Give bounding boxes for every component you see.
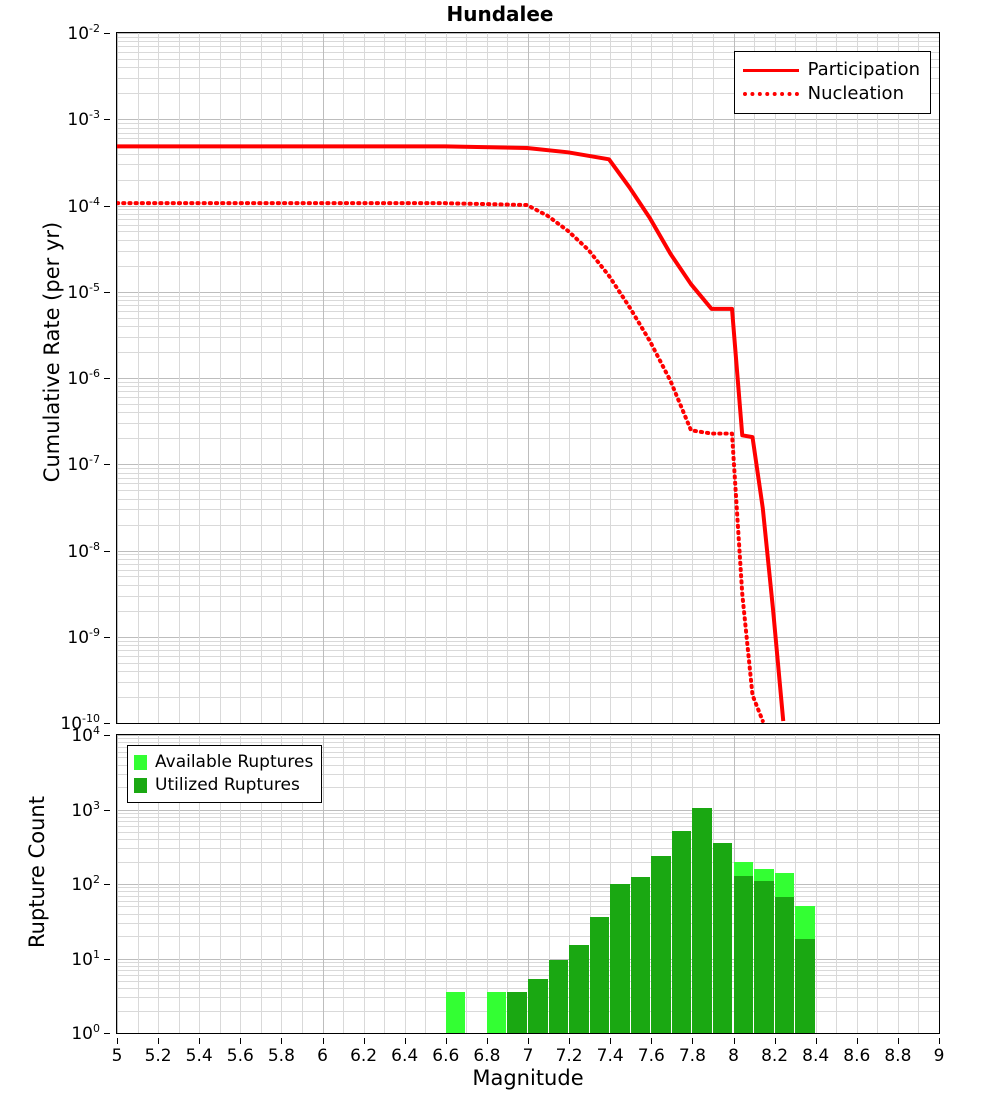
gridline: [939, 735, 940, 1033]
bar-utilized-ruptures: [528, 979, 548, 1033]
page-title: Hundalee: [446, 2, 554, 26]
bar-utilized-ruptures: [795, 939, 815, 1033]
tick-mark: [104, 1033, 110, 1034]
tick-mark: [405, 1038, 406, 1044]
tick-mark: [857, 1038, 858, 1044]
legend-item-available-ruptures: [134, 751, 313, 774]
y-tick-label: $10^4$: [71, 724, 100, 746]
x-axis-ticks: [111, 1038, 945, 1066]
tick-mark: [104, 735, 110, 736]
tick-mark: [816, 1038, 817, 1044]
legend-item-utilized-ruptures: [134, 774, 313, 797]
y-tick-label: $10^{-3}$: [67, 108, 100, 131]
y-tick-label: $10^{-9}$: [67, 625, 100, 648]
gridline: [117, 1033, 939, 1034]
tick-mark: [446, 1038, 447, 1044]
x-tick-label: 5: [111, 1046, 123, 1066]
x-axis-label: Magnitude: [472, 1066, 584, 1090]
x-tick-label: 7.4: [596, 1046, 624, 1066]
x-tick-label: 7.6: [637, 1046, 665, 1066]
tick-mark: [104, 810, 110, 811]
bar-utilized-ruptures: [610, 884, 630, 1033]
bar-utilized-ruptures: [713, 843, 733, 1033]
tick-mark: [281, 1038, 282, 1044]
tick-mark: [104, 637, 110, 638]
y-axis-label-top: Cumulative Rate (per yr): [40, 221, 64, 483]
y-tick-label: $10^{-2}$: [67, 22, 100, 44]
tick-mark: [939, 1038, 940, 1044]
y-tick-label: $10^2$: [71, 873, 100, 895]
x-tick-label: 5.8: [267, 1046, 295, 1066]
legend-bottom: [127, 745, 322, 803]
x-tick-label: 8: [728, 1046, 739, 1066]
tick-mark: [104, 959, 110, 960]
x-tick-label: 8.6: [843, 1046, 871, 1066]
tick-mark: [775, 1038, 776, 1044]
y-tick-label: $10^{-5}$: [67, 280, 100, 303]
y-tick-label: $10^{-8}$: [67, 539, 100, 562]
tick-mark: [610, 1038, 611, 1044]
y-tick-label: $10^3$: [71, 798, 100, 821]
tick-mark: [104, 206, 110, 207]
curve-participation: [117, 146, 783, 721]
x-tick-label: 7.2: [555, 1046, 583, 1066]
tick-mark: [158, 1038, 159, 1044]
tick-mark: [898, 1038, 899, 1044]
tick-mark: [104, 464, 110, 465]
y-tick-label: $10^1$: [71, 947, 100, 970]
y-tick-label: $10^{-10}$: [60, 712, 100, 734]
tick-mark: [104, 292, 110, 293]
legend-label-nucleation: Nucleation: [807, 83, 904, 105]
bar-utilized-ruptures: [569, 945, 589, 1033]
tick-mark: [104, 723, 110, 724]
x-tick-label: 5.2: [144, 1046, 172, 1066]
x-tick-label: 7: [522, 1046, 534, 1066]
participation-line-swatch: [743, 69, 799, 72]
utilized-ruptures-swatch: [134, 778, 147, 793]
cumulative-rate-chart: [116, 32, 940, 724]
tick-mark: [240, 1038, 241, 1044]
x-tick-label: 8.8: [884, 1046, 912, 1066]
tick-mark: [734, 1038, 735, 1044]
gridline: [939, 33, 940, 723]
tick-mark: [528, 1038, 529, 1044]
nucleation-line-swatch: [743, 92, 799, 96]
y-tick-label: $10^{-7}$: [67, 453, 100, 476]
bar-utilized-ruptures: [775, 897, 795, 1033]
legend-item-participation: [743, 58, 920, 82]
legend-label-participation: Participation: [807, 59, 920, 80]
x-tick-label: 6.2: [350, 1046, 378, 1066]
tick-mark: [487, 1038, 488, 1044]
tick-mark: [104, 551, 110, 552]
bar-available-ruptures: [446, 992, 466, 1033]
legend-label-utilized-ruptures: Utilized Ruptures: [155, 774, 300, 795]
legend-label-available-ruptures: Available Ruptures: [155, 752, 314, 772]
tick-mark: [104, 119, 110, 120]
x-tick-label: 6.4: [391, 1046, 419, 1066]
bar-utilized-ruptures: [507, 992, 527, 1033]
tick-mark: [692, 1038, 693, 1044]
tick-mark: [199, 1038, 200, 1044]
y-tick-label: $10^{-4}$: [67, 194, 100, 217]
bar-available-ruptures: [487, 992, 507, 1033]
tick-mark: [364, 1038, 365, 1044]
x-tick-label: 8.4: [802, 1046, 830, 1066]
curve-nucleation: [117, 203, 763, 721]
y-tick-label: $10^{-6}$: [67, 367, 100, 389]
tick-mark: [104, 33, 110, 34]
y-axis-label-bottom: Rupture Count: [25, 796, 49, 948]
x-tick-label: 9: [933, 1046, 945, 1066]
x-tick-label: 6.6: [432, 1046, 460, 1066]
tick-mark: [104, 378, 110, 379]
x-tick-label: 5.6: [226, 1046, 254, 1066]
bar-utilized-ruptures: [549, 960, 569, 1033]
tick-mark: [323, 1038, 324, 1044]
legend-top: [734, 51, 931, 114]
bar-utilized-ruptures: [631, 877, 651, 1033]
available-ruptures-swatch: [134, 755, 147, 770]
bar-utilized-ruptures: [692, 808, 712, 1033]
x-tick-label: 7.8: [678, 1046, 706, 1066]
gridline: [117, 723, 939, 724]
bar-utilized-ruptures: [734, 876, 754, 1033]
bar-utilized-ruptures: [651, 856, 671, 1033]
tick-mark: [104, 884, 110, 885]
mfd-curves: [117, 33, 939, 723]
x-tick-label: 6.8: [473, 1046, 501, 1066]
bar-utilized-ruptures: [590, 917, 610, 1033]
bar-utilized-ruptures: [754, 881, 774, 1033]
bar-utilized-ruptures: [672, 831, 692, 1033]
x-tick-label: 5.4: [185, 1046, 213, 1066]
tick-mark: [569, 1038, 570, 1044]
rupture-count-chart: [116, 734, 940, 1034]
legend-item-nucleation: [743, 82, 920, 106]
tick-mark: [117, 1038, 118, 1044]
x-tick-label: 8.2: [761, 1046, 789, 1066]
tick-mark: [651, 1038, 652, 1044]
x-tick-label: 6: [317, 1046, 328, 1066]
y-tick-label: $10^0$: [71, 1022, 100, 1044]
